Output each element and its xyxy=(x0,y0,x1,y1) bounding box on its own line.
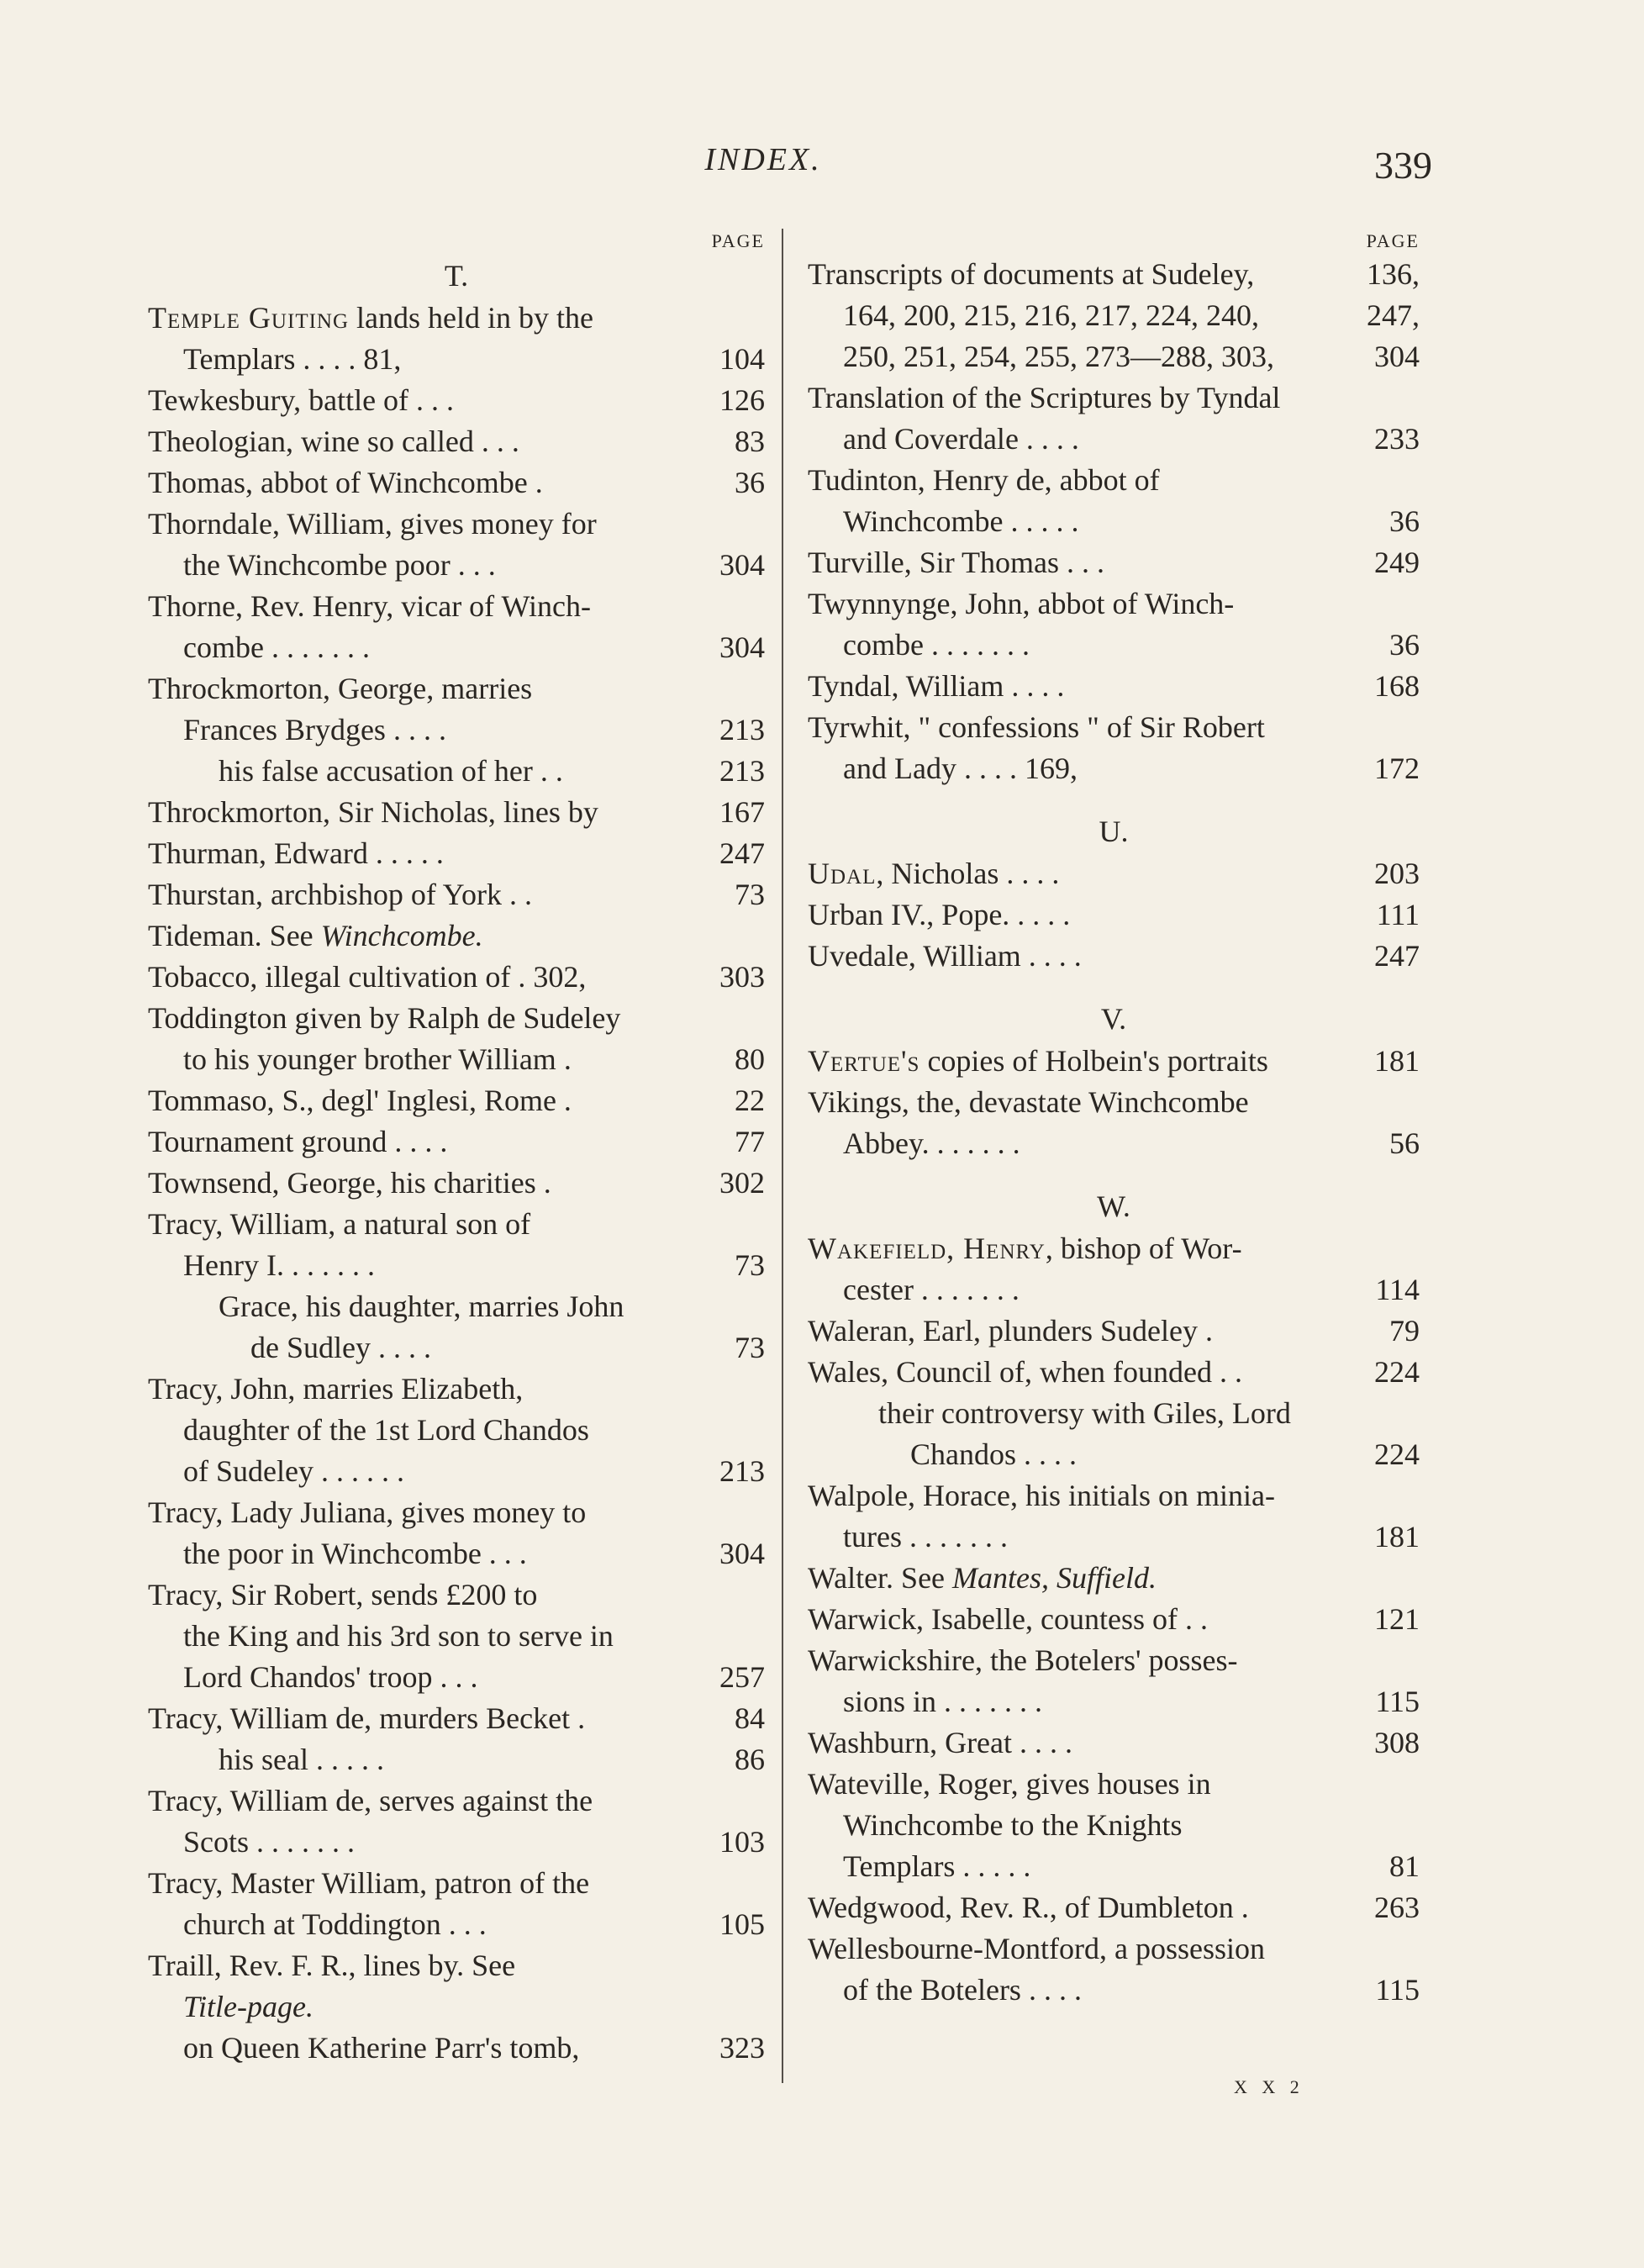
index-entry: Udal, Nicholas . . . . 203 xyxy=(808,857,1420,890)
index-entry: Wateville, Roger, gives houses in xyxy=(808,1767,1211,1801)
section-heading-t: T. xyxy=(444,259,469,293)
index-entry: Theologian, wine so called . . . 83 xyxy=(148,425,765,458)
section-heading-u: U. xyxy=(1099,815,1129,848)
index-entry: the poor in Winchcombe . . . 304 xyxy=(183,1537,765,1570)
index-entry: Townsend, George, his charities . 302 xyxy=(148,1166,765,1200)
index-entry: Tracy, Lady Juliana, gives money to xyxy=(148,1495,587,1529)
index-entry: Tideman. See Winchcombe. xyxy=(148,919,483,952)
index-entry: Traill, Rev. F. R., lines by. See xyxy=(148,1949,516,1982)
index-entry: Walter. See Mantes, Suffield. xyxy=(808,1561,1157,1595)
right-page-label: PAGE xyxy=(1366,230,1420,251)
section-heading-w: W. xyxy=(1097,1189,1130,1223)
index-entry: daughter of the 1st Lord Chandos xyxy=(183,1413,589,1447)
index-entry: Tobacco, illegal cultivation of . 302, 303 xyxy=(148,960,765,994)
index-entry: Urban IV., Pope. . . . . 111 xyxy=(808,898,1420,931)
index-entry: 250, 251, 254, 255, 273—288, 303, 304 xyxy=(843,340,1420,373)
index-entry: Vikings, the, devastate Winchcombe xyxy=(808,1085,1249,1119)
index-entry: Tracy, William de, serves against the xyxy=(148,1784,593,1817)
index-entry: Turville, Sir Thomas . . . 249 xyxy=(808,546,1420,579)
index-entry: Twynnynge, John, abbot of Winch- xyxy=(808,587,1235,620)
index-entry: cester . . . . . . . 114 xyxy=(843,1273,1420,1306)
index-entry: of Sudeley . . . . . . 213 xyxy=(183,1454,765,1488)
index-entry: Tyrwhit, " confessions " of Sir Robert xyxy=(808,710,1265,744)
index-entry: Thorndale, William, gives money for xyxy=(148,507,597,541)
index-entry: of the Botelers . . . . 115 xyxy=(843,1973,1420,2007)
index-entry: Tracy, William, a natural son of xyxy=(148,1207,531,1241)
index-entry: Throckmorton, Sir Nicholas, lines by 167 xyxy=(148,795,765,829)
section-heading-v: V. xyxy=(1100,1002,1127,1036)
index-entry: Washburn, Great . . . . 308 xyxy=(808,1726,1420,1759)
index-entry: Wales, Council of, when founded . . 224 xyxy=(808,1355,1420,1389)
left-column xyxy=(148,229,765,2069)
index-entry: the Winchcombe poor . . . 304 xyxy=(183,548,765,582)
index-entry: the King and his 3rd son to serve in xyxy=(183,1619,614,1653)
section-gap xyxy=(808,977,1420,997)
index-entry: Toddington given by Ralph de Sudeley xyxy=(148,1001,621,1035)
index-entry: Temple Guiting lands held in by the xyxy=(148,301,593,335)
index-entry: his seal . . . . . 86 xyxy=(219,1743,765,1776)
index-entry: Henry I. . . . . . . 73 xyxy=(183,1248,765,1282)
index-entry: combe . . . . . . . 304 xyxy=(183,630,765,664)
section-gap xyxy=(808,789,1420,810)
index-entry: Wellesbourne-Montford, a possession xyxy=(808,1932,1266,1965)
index-entry: and Coverdale . . . . 233 xyxy=(843,422,1420,456)
index-entry: Frances Brydges . . . . 213 xyxy=(183,713,765,746)
index-entry: Vertue's copies of Holbein's portraits 181 xyxy=(808,1044,1420,1078)
index-entry: Templars . . . . . 81 xyxy=(843,1849,1420,1883)
index-entry: 164, 200, 215, 216, 217, 224, 240, 247, xyxy=(843,298,1420,332)
index-entry: Warwickshire, the Botelers' posses- xyxy=(808,1643,1238,1677)
right-column xyxy=(808,229,1420,2011)
index-entry: Waleran, Earl, plunders Sudeley . 79 xyxy=(808,1314,1420,1348)
index-entry: sions in . . . . . . . 115 xyxy=(843,1685,1420,1718)
index-entry: to his younger brother William . 80 xyxy=(183,1042,765,1076)
index-entry: Tracy, Master William, patron of the xyxy=(148,1866,590,1900)
index-entry: and Lady . . . . 169, 172 xyxy=(843,752,1420,785)
index-entry: Winchcombe to the Knights xyxy=(843,1808,1183,1842)
index-entry: Winchcombe . . . . . 36 xyxy=(843,504,1420,538)
index-entry: Tudinton, Henry de, abbot of xyxy=(808,463,1160,497)
index-entry: Warwick, Isabelle, countess of . . 121 xyxy=(808,1602,1420,1636)
index-entry: church at Toddington . . . 105 xyxy=(183,1907,765,1941)
index-entry: Thorne, Rev. Henry, vicar of Winch- xyxy=(148,589,592,623)
index-entry: their controversy with Giles, Lord xyxy=(878,1396,1291,1430)
index-entry: Uvedale, William . . . . 247 xyxy=(808,939,1420,973)
index-entry: Tewkesbury, battle of . . . 126 xyxy=(148,383,765,417)
index-entry: Walpole, Horace, his initials on minia- xyxy=(808,1479,1275,1512)
index-entry: Templars . . . . 81, 104 xyxy=(183,342,765,376)
printer-signature: X X 2 xyxy=(1234,2076,1304,2097)
index-entry: Title-page. xyxy=(183,1990,314,2023)
index-entry: Thomas, abbot of Winchcombe . 36 xyxy=(148,466,765,499)
index-entry: Transcripts of documents at Sudeley, 136, xyxy=(808,257,1420,291)
index-entry: Chandos . . . . 224 xyxy=(910,1437,1420,1471)
index-entry: Wedgwood, Rev. R., of Dumbleton . 263 xyxy=(808,1891,1420,1924)
index-entry: Tracy, Sir Robert, sends £200 to xyxy=(148,1578,538,1611)
index-entry: his false accusation of her . . 213 xyxy=(219,754,765,788)
index-entry: combe . . . . . . . 36 xyxy=(843,628,1420,662)
index-entry: Thurstan, archbishop of York . . 73 xyxy=(148,878,765,911)
index-entry: Lord Chandos' troop . . . 257 xyxy=(183,1660,765,1694)
index-entry: Wakefield, Henry, bishop of Wor- xyxy=(808,1232,1242,1265)
index-entry: Grace, his daughter, marries John xyxy=(219,1290,624,1323)
index-entry: Throckmorton, George, marries xyxy=(148,672,533,705)
index-entry: Abbey. . . . . . . 56 xyxy=(843,1126,1420,1160)
index-entry: Tommaso, S., degl' Inglesi, Rome . 22 xyxy=(148,1084,765,1117)
column-rule xyxy=(782,229,783,2083)
index-entry: Scots . . . . . . . 103 xyxy=(183,1825,765,1859)
section-gap xyxy=(808,1164,1420,1184)
page-number: 339 xyxy=(1374,144,1432,187)
index-entry: on Queen Katherine Parr's tomb, 323 xyxy=(183,2031,765,2065)
index-entry: Tracy, John, marries Elizabeth, xyxy=(148,1372,524,1406)
index-entry: tures . . . . . . . 181 xyxy=(843,1520,1420,1553)
index-entry: Tracy, William de, murders Becket . 84 xyxy=(148,1701,765,1735)
index-entry: de Sudley . . . . 73 xyxy=(250,1331,765,1364)
index-entry: Tournament ground . . . . 77 xyxy=(148,1125,765,1158)
index-entry: Thurman, Edward . . . . . 247 xyxy=(148,836,765,870)
left-page-label: PAGE xyxy=(711,230,765,251)
running-head-title: INDEX. xyxy=(704,142,822,177)
index-entry: Tyndal, William . . . . 168 xyxy=(808,669,1420,703)
index-entry: Translation of the Scriptures by Tyndal xyxy=(808,381,1281,414)
